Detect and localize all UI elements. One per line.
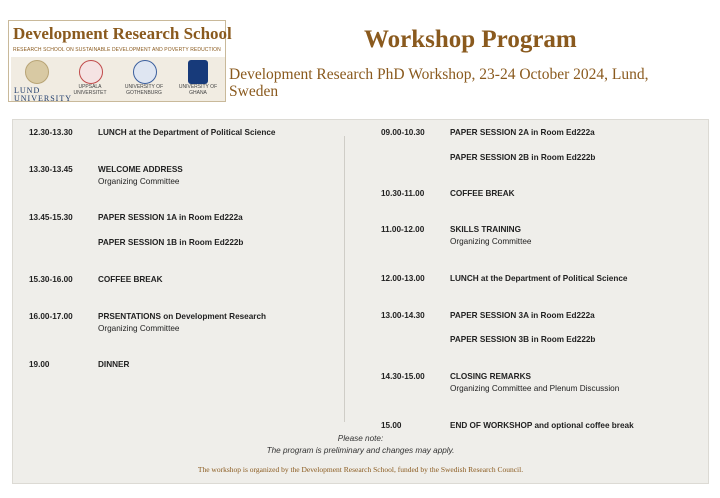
ghana-crest-icon bbox=[188, 60, 208, 84]
schedule-time: 13.00-14.30 bbox=[381, 311, 425, 320]
lund-university-logo bbox=[11, 57, 72, 103]
schedule-title: PAPER SESSION 3A in Room Ed222a bbox=[450, 311, 595, 320]
schedule-time: 09.00-10.30 bbox=[381, 128, 425, 137]
schedule-title: LUNCH at the Department of Political Science bbox=[98, 128, 276, 137]
schedule-title: PAPER SESSION 3B in Room Ed222b bbox=[450, 335, 596, 344]
note-label: Please note: bbox=[337, 434, 384, 443]
schedule-time: 19.00 bbox=[29, 360, 50, 369]
schedule-title: PAPER SESSION 2A in Room Ed222a bbox=[450, 128, 595, 137]
note-text: The program is preliminary and changes may apply. bbox=[266, 446, 455, 455]
university-name: UNIVERSITY OF GOTHENBURG bbox=[124, 84, 164, 96]
schedule-title: DINNER bbox=[98, 360, 130, 369]
page-title: Workshop Program bbox=[364, 26, 577, 53]
schedule-time: 15.30-16.00 bbox=[29, 275, 73, 284]
university-name: UNIVERSITY OF GHANA bbox=[178, 84, 218, 96]
schedule-title: PAPER SESSION 1A in Room Ed222a bbox=[98, 213, 243, 222]
schedule-subtitle: Organizing Committee bbox=[450, 237, 532, 246]
schedule-time: 15.00 bbox=[381, 421, 402, 430]
gothenburg-seal-icon bbox=[133, 60, 157, 84]
logo-title: Development Research School bbox=[13, 24, 232, 43]
logo-subtitle: RESEARCH SCHOOL ON SUSTAINABLE DEVELOPMENT AND POVERTY REDUCTION bbox=[13, 47, 221, 53]
schedule-title: LUNCH at the Department of Political Science bbox=[450, 274, 628, 283]
schedule-subtitle: Organizing Committee bbox=[98, 177, 180, 186]
ghana-university-logo bbox=[173, 57, 223, 101]
schedule-title: CLOSING REMARKS bbox=[450, 372, 531, 381]
schedule-time: 12.30-13.30 bbox=[29, 128, 73, 137]
schedule-subtitle: Organizing Committee and Plenum Discussion bbox=[450, 384, 620, 393]
gothenburg-university-logo bbox=[119, 57, 169, 101]
university-name: UPPSALA UNIVERSITET bbox=[73, 84, 107, 96]
schedule-title: COFFEE BREAK bbox=[450, 189, 515, 198]
schedule-time: 13.30-13.45 bbox=[29, 165, 73, 174]
schedule-time: 16.00-17.00 bbox=[29, 312, 73, 321]
schedule-title: PRSENTATIONS on Development Research bbox=[98, 312, 267, 321]
schedule-title: PAPER SESSION 1B in Room Ed222b bbox=[98, 238, 244, 247]
schedule-title: WELCOME ADDRESS bbox=[98, 165, 183, 174]
university-logos bbox=[11, 57, 225, 101]
schedule-title: PAPER SESSION 2B in Room Ed222b bbox=[450, 153, 596, 162]
university-name: LUND UNIVERSITY bbox=[14, 86, 72, 103]
schedule-time: 12.00-13.00 bbox=[381, 274, 425, 283]
footer-text: The workshop is organized by the Development Research School, funded by the Swedish Research Council. bbox=[197, 465, 524, 474]
schedule-time: 13.45-15.30 bbox=[29, 213, 73, 222]
schedule-subtitle: Organizing Committee bbox=[98, 324, 180, 333]
school-logo bbox=[8, 20, 232, 103]
schedule-time: 11.00-12.00 bbox=[381, 225, 425, 234]
schedule-title: SKILLS TRAINING bbox=[450, 225, 521, 234]
schedule-time: 10.30-11.00 bbox=[381, 189, 425, 198]
column-divider bbox=[344, 136, 345, 422]
lund-seal-icon bbox=[25, 60, 49, 84]
schedule-title: COFFEE BREAK bbox=[98, 275, 163, 284]
schedule-title: END OF WORKSHOP and optional coffee break bbox=[450, 421, 634, 430]
uppsala-university-logo bbox=[65, 57, 115, 101]
uppsala-seal-icon bbox=[79, 60, 103, 84]
schedule-time: 14.30-15.00 bbox=[381, 372, 425, 381]
workshop-subtitle: Development Research PhD Workshop, 23-24 October 2024, Lund, Sweden bbox=[229, 66, 649, 100]
